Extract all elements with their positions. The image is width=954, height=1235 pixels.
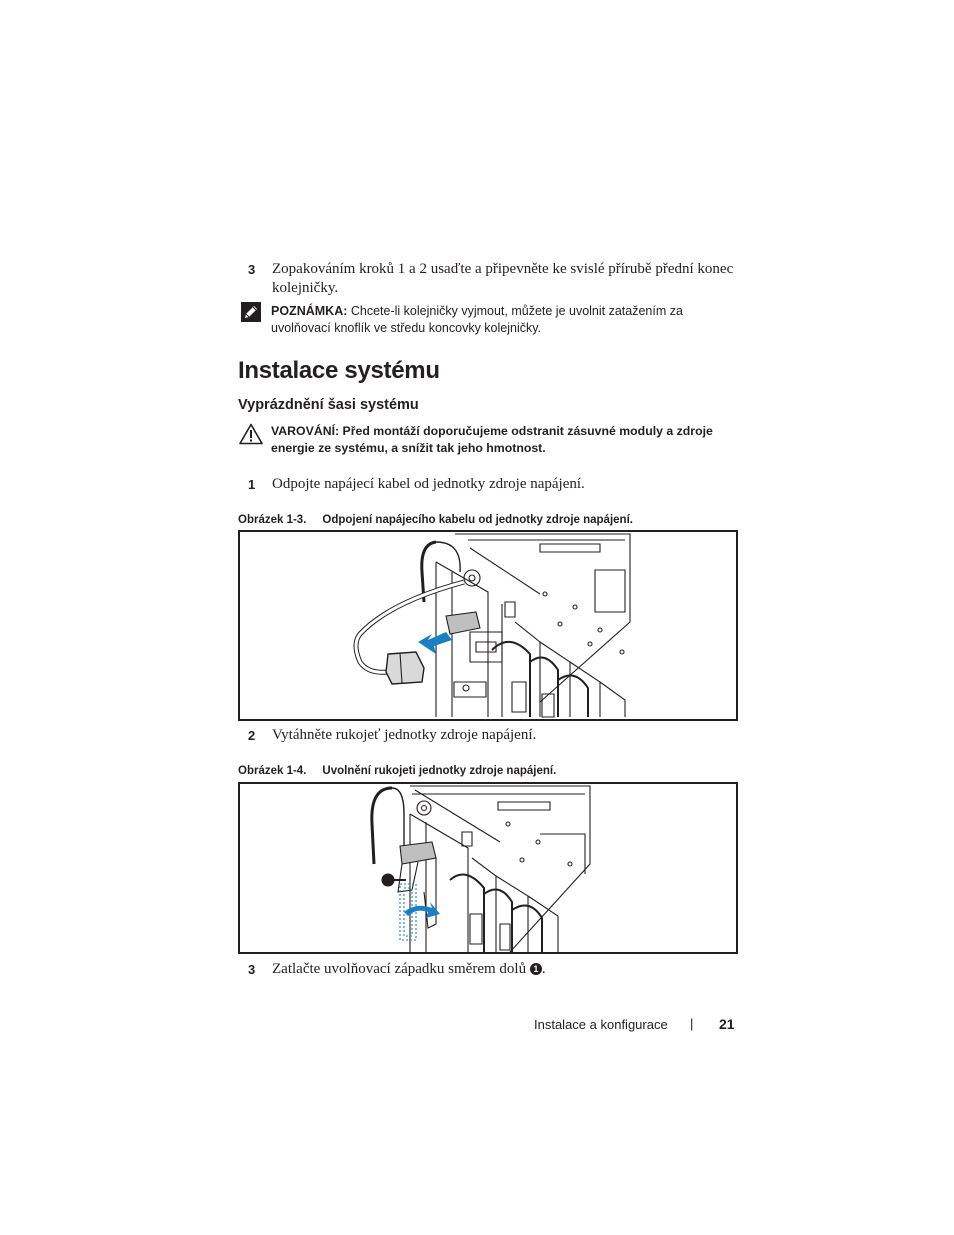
subsection-title: Vyprázdnění šasi systému — [238, 397, 419, 413]
psu-handle-illustration — [240, 784, 736, 952]
footer-section-title: Instalace a konfigurace — [534, 1017, 668, 1032]
callout-number: 1 — [530, 963, 542, 975]
figure-number: Obrázek 1-4. — [238, 765, 307, 777]
figure-caption — [238, 765, 556, 777]
section-title: Instalace systému — [238, 357, 440, 384]
step-number: 1 — [248, 477, 256, 492]
step-text: Zatlačte uvolňovací západku směrem dolů — [272, 961, 527, 977]
figure-psu-handle-release — [238, 782, 738, 954]
step-text: Odpojte napájecí kabel od jednotky zdroje napájení. — [272, 476, 585, 492]
figure-power-cable-disconnect — [238, 530, 738, 721]
page-number: 21 — [719, 1016, 735, 1032]
step-number: 3 — [248, 262, 256, 277]
figure-title: Odpojení napájecího kabelu od jednotky zdroje napájení. — [322, 514, 633, 526]
warning-label: VAROVÁNÍ: — [271, 424, 340, 438]
warning-block — [271, 423, 731, 457]
note-text: Chcete-li kolejničky vyjmout, můžete je uvolnit zatažením za uvolňovací knoflík ve středu koncovky kolejničky. — [271, 304, 683, 335]
note-block — [271, 303, 741, 337]
note-label: POZNÁMKA: — [271, 304, 348, 318]
step-text: Zopakováním kroků 1 a 2 usaďte a připevněte ke svislé přírubě přední konec kolejničky. — [272, 261, 734, 296]
step-text-end: . — [541, 961, 546, 977]
footer-separator: | — [690, 1016, 694, 1031]
step-number: 2 — [248, 728, 256, 743]
power-cable-illustration — [240, 532, 736, 719]
warning-triangle-icon — [239, 423, 263, 445]
figure-caption — [238, 514, 633, 526]
figure-number: Obrázek 1-3. — [238, 514, 307, 526]
warning-text: Před montáží doporučujeme odstranit zásuvné moduly a zdroje energie ze systému, a snížit tak jeho hmotnost. — [271, 424, 713, 455]
pull-arrow-icon — [418, 632, 452, 654]
step-text: Vytáhněte rukojeť jednotky zdroje napájení. — [272, 727, 537, 743]
figure-title: Uvolnění rukojeti jednotky zdroje napájení. — [322, 765, 557, 777]
step-text-block — [272, 960, 742, 979]
rotate-arrow-icon — [404, 902, 440, 918]
step-number: 3 — [248, 962, 256, 977]
pencil-note-icon — [240, 301, 262, 323]
